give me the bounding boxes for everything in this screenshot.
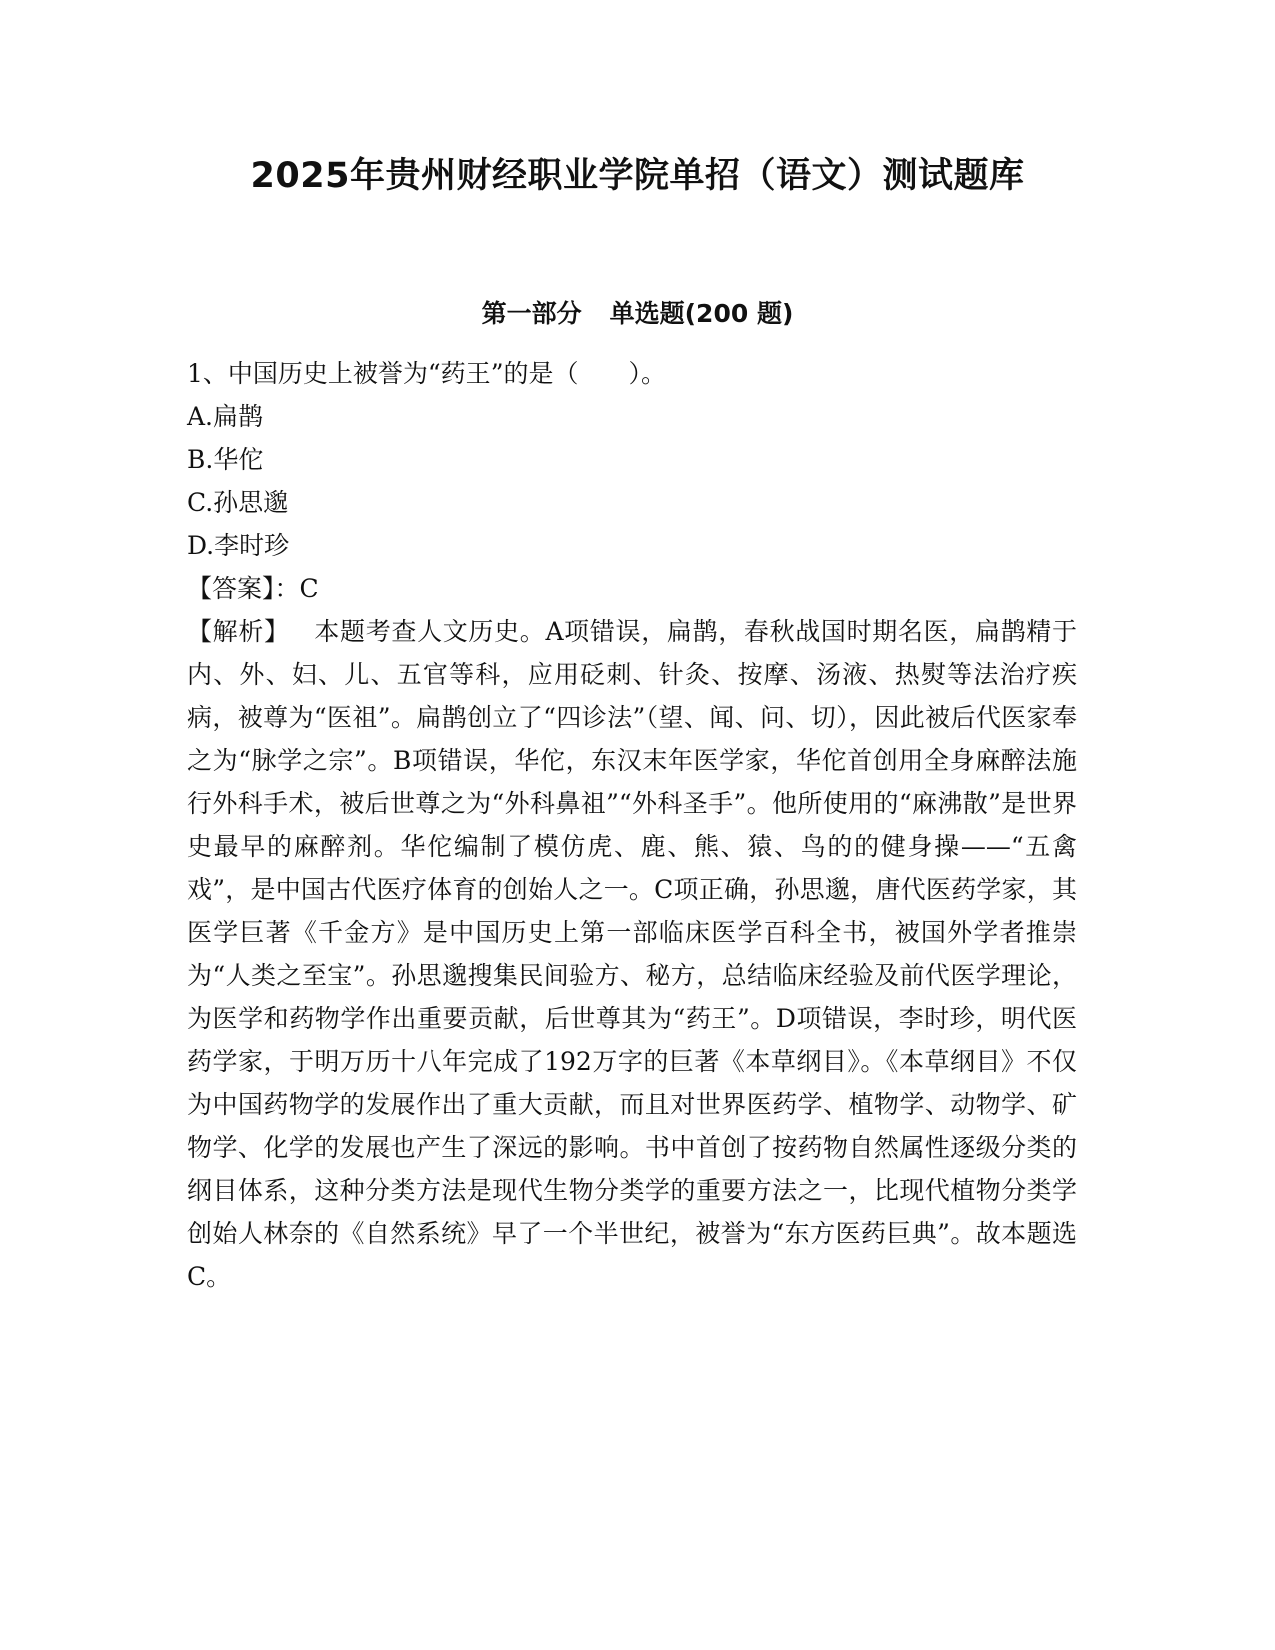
option-b: B.华佗	[187, 445, 264, 474]
question-block	[187, 352, 1087, 1298]
option-d: D.李时珍	[187, 531, 290, 560]
analysis-label: 【解析】	[187, 617, 290, 646]
section-name: 单选题(200 题)	[609, 299, 794, 328]
document-title: 2025年贵州财经职业学院单招（语文）测试题库	[250, 156, 1025, 196]
section-heading	[0, 294, 1275, 330]
question-stem: 1、中国历史上被誉为“药王”的是（ ）。	[187, 359, 666, 388]
analysis-paragraph	[187, 610, 1077, 1298]
section-part: 第一部分	[481, 299, 582, 328]
answer-line: 【答案】：C	[187, 574, 319, 603]
option-a: A.扁鹊	[187, 402, 264, 431]
analysis-text: 本题考查人文历史。A项错误，扁鹊，春秋战国时期名医，扁鹊精于内、外、妇、儿、五官等科，应用砭刺、针灸、按摩、汤液、热熨等法治疗疾病，被尊为“医祖”。扁鹊创立了“四诊法”（望、闻、问、切），因此被后代医家奉之为“脉学之宗”。B项错误，华佗，东汉末年医学家，华佗首创用全身麻醉法施行外科手术，被后世尊之为“外科鼻祖”“外科圣手”。他所使用的“麻沸散”是世界史最早的麻醉剂。华佗编制了模仿虎、鹿、熊、猿、鸟的的健身操——“五禽戏”，是中国古代医疗体育的创始人之一。C项正确，孙思邈，唐代医药学家，其医学巨著《千金方》是中国历史上第一部临床医学百科全书，被国外学者推崇为“人类之至宝”。孙思邈搜集民间验方、秘方，总结临床经验及前代医学理论，为医学和药物学作出重要贡献，后世尊其为“药王”。D项错误，李时珍，明代医药学家，于明万历十八年完成了192万字的巨著《本草纲目》。《本草纲目》不仅为中国药物学的发展作出了重大贡献，而且对世界医药学、植物学、动物学、矿物学、化学的发展也产生了深远的影响。书中首创了按药物自然属性逐级分类的纲目体系，这种分类方法是现代生物分类学的重要方法之一，比现代植物分类学创始人林奈的《自然系统》早了一个半世纪，被誉为“东方医药巨典”。故本题选C。	[187, 617, 1077, 1291]
option-c: C.孙思邈	[187, 488, 289, 517]
